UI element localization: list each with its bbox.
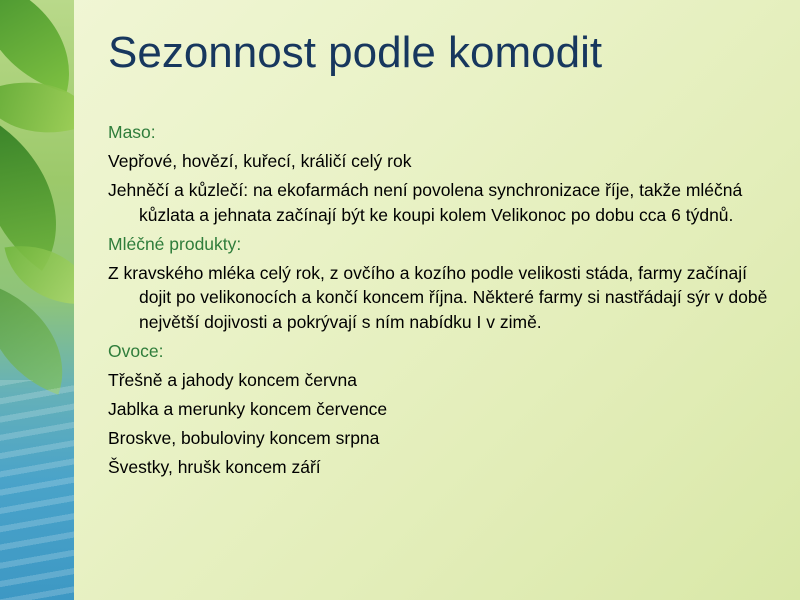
decorative-leaf-water-strip (0, 0, 74, 600)
list-item: Jehněčí a kůzlečí: na ekofarmách není povolena synchronizace říje, takže mléčná kůzlata a jehnata začínají být ke koupi kolem Velikonoc po dobu cca 6 týdnů. (108, 180, 743, 225)
slide-content (108, 120, 768, 484)
leaf-decoration (0, 0, 74, 93)
slide-title: Sezonnost podle komodit (108, 28, 603, 77)
section-heading-ovoce: Ovoce: (108, 340, 164, 361)
list-item: Broskve, bobuloviny koncem srpna (108, 427, 380, 448)
water-decoration (0, 380, 74, 600)
list-item: Vepřové, hovězí, kuřecí, králičí celý rok (108, 151, 412, 171)
list-item: Z kravského mléka celý rok, z ovčího a kozího podle velikosti stáda, farmy začínají dojit po velikonocích a končí koncem října. Některé farmy si nastřádají sýr v době největší dojivosti a pokrývají s ním nabídku I v zimě. (108, 262, 768, 332)
list-item: Třešně a jahody koncem června (108, 369, 358, 390)
section-heading-maso: Maso: (108, 122, 156, 142)
list-item: Švestky, hrušk koncem září (108, 456, 321, 477)
section-heading-mlecne-produkty: Mléčné produkty: (108, 233, 242, 254)
list-item: Jablka a merunky koncem července (108, 398, 388, 419)
